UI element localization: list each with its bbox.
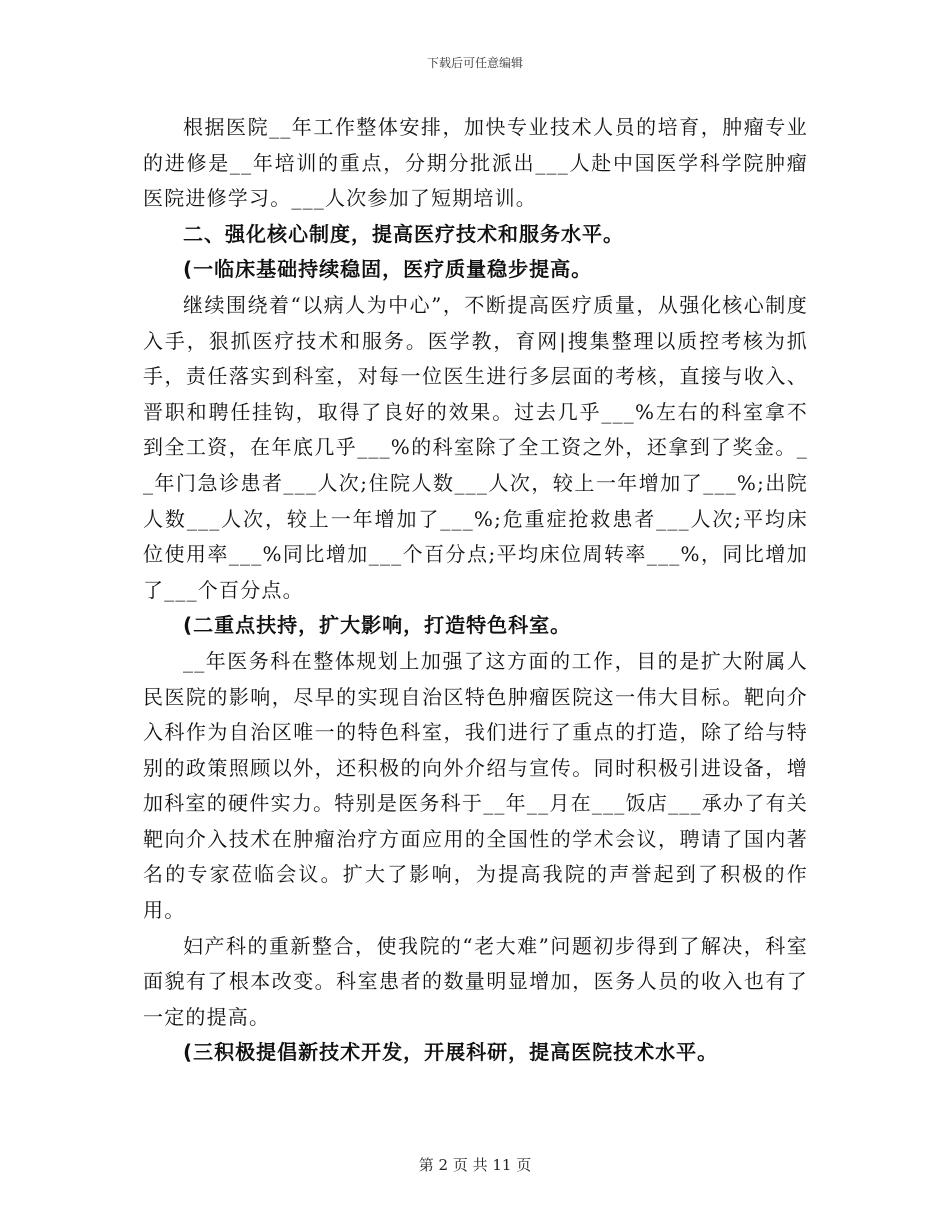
document-body (143, 110, 808, 1071)
page-header: 下载后可任意编辑 (426, 56, 523, 70)
page-footer: 第 2 页 共 11 页 (418, 1156, 532, 1174)
paragraph-targeted-intervention: __年医务科在整体规划上加强了这方面的工作，目的是扩大附属人民医院的影响，尽早的实现自治区特色肿瘤医院这一伟大目标。靶向介入科作为自治区唯一的特色科室，我们进行了重点的打造，除了给与特别的政策照顾以外，还积极的向外介绍与宣传。同时积极引进设备，增加科室的硬件实力。特别是医务科于__年__月在___饭店___承办了有关靶向介入技术在肿瘤治疗方面应用的全国性的学术会议，聘请了国内著名的专家莅临会议。扩大了影响，为提高我院的声誉起到了积极的作用。 (143, 648, 808, 923)
subheading-clinical-quality: (一临床基础持续稳固，医疗质量稳步提高。 (183, 257, 593, 282)
subheading-featured-departments: (二重点扶持，扩大影响，打造特色科室。 (183, 613, 572, 638)
paragraph-medical-quality: 继续围绕着“以病人为中心”，不断提高医疗质量，从强化核心制度入手，狠抓医疗技术和服务。医学教，育网|搜集整理以质控考核为抓手，责任落实到科室，对每一位医生进行多层面的考核，直接与收入、晋职和聘任挂钩，取得了良好的效果。过去几乎___%左右的科室拿不到全工资，在年底几乎___%的科室除了全工资之外，还拿到了奖金。__年门急诊患者___人次;住院人数___人次，较上一年增加了___%;出院人数___人次，较上一年增加了___%;危重症抢救患者___人次;平均床位使用率___%同比增加___个百分点;平均床位周转率___%，同比增加了___个百分点。 (143, 292, 808, 602)
paragraph-obstetrics: 妇产科的重新整合，使我院的“老大难”问题初步得到了解决，科室面貌有了根本改变。科室患者的数量明显增加，医务人员的收入也有了一定的提高。 (143, 933, 808, 1029)
subheading-new-technology: (三积极提倡新技术开发，开展科研，提高医院技术水平。 (183, 1040, 719, 1065)
section-heading-core-system: 二、强化核心制度，提高医疗技术和服务水平。 (183, 221, 624, 246)
paragraph-training: 根据医院__年工作整体安排，加快专业技术人员的培育，肿瘤专业的进修是__年培训的重点，分期分批派出___人赴中国医学科学院肿瘤医院进修学习。___人次参加了短期培训。 (143, 115, 808, 211)
